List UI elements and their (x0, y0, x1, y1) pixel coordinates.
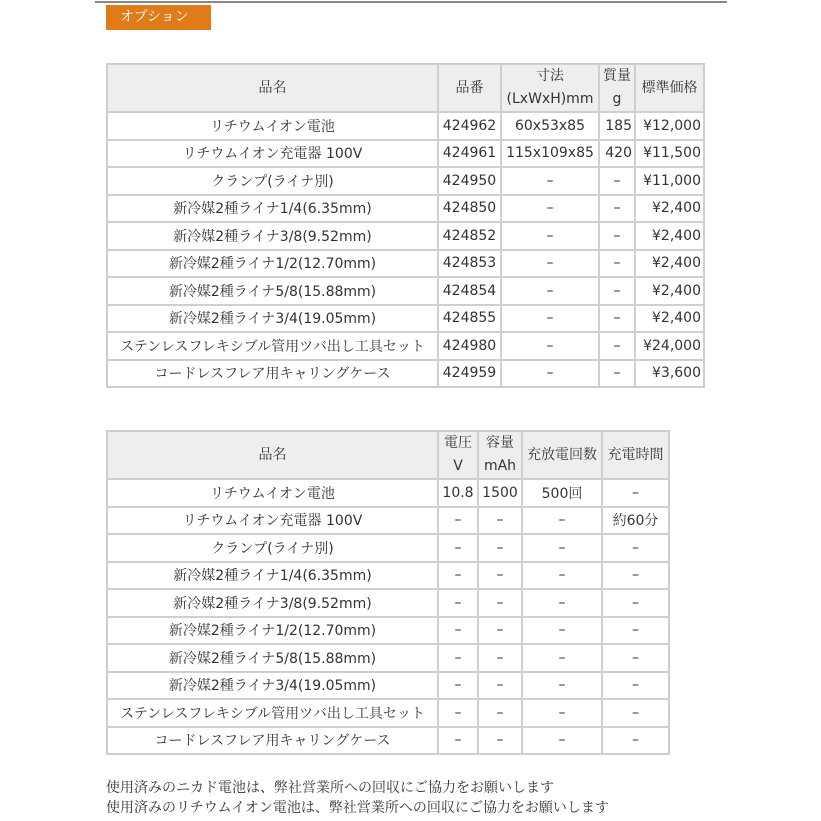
table-cell: 新冷媒2種ライナ1/2(12.70mm) (107, 617, 438, 645)
table-header-row (107, 64, 704, 112)
options-battery-table (106, 430, 670, 755)
table-cell: ¥2,400 (635, 222, 704, 250)
note-lithium: 使用済みのリチウムイオン電池は、弊社営業所への回収にご協力をお願いします (106, 800, 609, 816)
table-cell: – (438, 727, 478, 755)
table-cell: 115x109x85 (501, 140, 599, 168)
column-header: 品名 (107, 64, 438, 112)
table-row (107, 727, 669, 755)
table-cell: – (478, 644, 522, 672)
table-cell: 1500 (478, 479, 522, 507)
table-cell: – (501, 305, 599, 333)
column-header: 充電時間 (602, 431, 669, 479)
table-cell: – (501, 250, 599, 278)
table-cell: リチウムイオン充電器 100V (107, 507, 438, 535)
column-header: 質量 g (599, 64, 635, 112)
table-cell: ¥3,600 (635, 360, 704, 388)
table-cell: 424959 (438, 360, 501, 388)
table-cell: – (501, 167, 599, 195)
table-cell: ステンレスフレキシブル管用ツバ出し工具セット (107, 332, 438, 360)
table-cell: – (478, 672, 522, 700)
table-cell: – (602, 534, 669, 562)
table-cell: 新冷媒2種ライナ5/8(15.88mm) (107, 644, 438, 672)
table-cell: – (501, 332, 599, 360)
table-cell: 新冷媒2種ライナ3/8(9.52mm) (107, 222, 438, 250)
table-cell: – (478, 699, 522, 727)
table-cell: – (522, 534, 602, 562)
table-cell: – (522, 699, 602, 727)
table-cell: 新冷媒2種ライナ3/8(9.52mm) (107, 589, 438, 617)
column-header: 品名 (107, 431, 438, 479)
table-cell: – (599, 305, 635, 333)
table-cell: – (438, 617, 478, 645)
table-cell: – (438, 672, 478, 700)
table-cell: 10.8 (438, 479, 478, 507)
table-cell: クランプ(ライナ別) (107, 534, 438, 562)
table-cell: ¥2,400 (635, 305, 704, 333)
table-cell: リチウムイオン電池 (107, 479, 438, 507)
table-cell: 424850 (438, 195, 501, 223)
column-header: 電圧 V (438, 431, 478, 479)
table-cell: – (478, 589, 522, 617)
table-cell: 424855 (438, 305, 501, 333)
table-row (107, 112, 704, 140)
table-row (107, 250, 704, 278)
table-cell: リチウムイオン充電器 100V (107, 140, 438, 168)
table-cell: – (602, 562, 669, 590)
table-cell: 185 (599, 112, 635, 140)
table-row (107, 195, 704, 223)
table-cell: – (599, 277, 635, 305)
table-cell: – (602, 617, 669, 645)
table-cell: ¥11,000 (635, 167, 704, 195)
table-cell: コードレスフレア用キャリングケース (107, 360, 438, 388)
column-header: 品番 (438, 64, 501, 112)
table-cell: 424980 (438, 332, 501, 360)
table-cell: – (602, 589, 669, 617)
table-cell: ¥2,400 (635, 250, 704, 278)
table-cell: 新冷媒2種ライナ1/2(12.70mm) (107, 250, 438, 278)
table-row (107, 562, 669, 590)
table-cell: ¥12,000 (635, 112, 704, 140)
table-row (107, 222, 704, 250)
table-cell: ¥2,400 (635, 195, 704, 223)
table-cell: ¥24,000 (635, 332, 704, 360)
table-cell: – (501, 195, 599, 223)
table-cell: 約60分 (602, 507, 669, 535)
column-header: 寸法 (LxWxH)mm (501, 64, 599, 112)
table-cell: – (438, 534, 478, 562)
table-cell: – (478, 727, 522, 755)
table-cell: – (602, 699, 669, 727)
table-cell: – (599, 167, 635, 195)
table-row (107, 589, 669, 617)
column-header: 標準価格 (635, 64, 704, 112)
table-row (107, 305, 704, 333)
table-cell: – (522, 589, 602, 617)
table-cell: 新冷媒2種ライナ5/8(15.88mm) (107, 277, 438, 305)
table-cell: 424962 (438, 112, 501, 140)
table-row (107, 360, 704, 388)
table-cell: – (501, 277, 599, 305)
table-row (107, 534, 669, 562)
table-cell: – (522, 644, 602, 672)
table-cell: – (599, 360, 635, 388)
table-cell: ステンレスフレキシブル管用ツバ出し工具セット (107, 699, 438, 727)
table-cell: – (602, 672, 669, 700)
options-spec-table (106, 63, 705, 388)
table-cell: – (522, 507, 602, 535)
table-cell: 424961 (438, 140, 501, 168)
table-cell: 新冷媒2種ライナ3/4(19.05mm) (107, 305, 438, 333)
top-divider (95, 1, 727, 3)
table-cell: – (438, 507, 478, 535)
table-cell: 424852 (438, 222, 501, 250)
table-header-row (107, 431, 669, 479)
table-cell: 424853 (438, 250, 501, 278)
table-row (107, 507, 669, 535)
table-cell: – (501, 222, 599, 250)
table-row (107, 479, 669, 507)
table-cell: 500回 (522, 479, 602, 507)
table-row (107, 167, 704, 195)
table-cell: – (438, 562, 478, 590)
table-cell: 424950 (438, 167, 501, 195)
table-row (107, 644, 669, 672)
table-cell: – (602, 479, 669, 507)
table-cell: – (599, 250, 635, 278)
table-cell: – (599, 332, 635, 360)
table-cell: 新冷媒2種ライナ1/4(6.35mm) (107, 195, 438, 223)
column-header: 容量 mAh (478, 431, 522, 479)
table-cell: 60x53x85 (501, 112, 599, 140)
table-cell: – (478, 534, 522, 562)
table-cell: – (599, 195, 635, 223)
table-cell: – (522, 617, 602, 645)
table-row (107, 672, 669, 700)
column-header: 充放電回数 (522, 431, 602, 479)
table-cell: – (438, 699, 478, 727)
table-cell: リチウムイオン電池 (107, 112, 438, 140)
table-row (107, 699, 669, 727)
table-cell: – (501, 360, 599, 388)
table-cell: – (478, 507, 522, 535)
table-cell: – (599, 222, 635, 250)
table-cell: – (522, 727, 602, 755)
table-cell: 新冷媒2種ライナ1/4(6.35mm) (107, 562, 438, 590)
table-cell: 420 (599, 140, 635, 168)
table-cell: – (522, 672, 602, 700)
table-cell: クランプ(ライナ別) (107, 167, 438, 195)
table-cell: – (478, 617, 522, 645)
table-cell: – (478, 562, 522, 590)
table-cell: 424854 (438, 277, 501, 305)
table-cell: 新冷媒2種ライナ3/4(19.05mm) (107, 672, 438, 700)
table-cell: – (522, 562, 602, 590)
table-cell: – (438, 644, 478, 672)
table-cell: – (602, 727, 669, 755)
table-cell: – (602, 644, 669, 672)
table-cell: ¥11,500 (635, 140, 704, 168)
table-row (107, 140, 704, 168)
table-cell: コードレスフレア用キャリングケース (107, 727, 438, 755)
note-nicad: 使用済みのニカド電池は、弊社営業所への回収にご協力をお願いします (106, 780, 554, 796)
table-cell: ¥2,400 (635, 277, 704, 305)
table-row (107, 332, 704, 360)
table-row (107, 617, 669, 645)
table-cell: – (438, 589, 478, 617)
table-row (107, 277, 704, 305)
section-label: オプション (106, 5, 211, 30)
